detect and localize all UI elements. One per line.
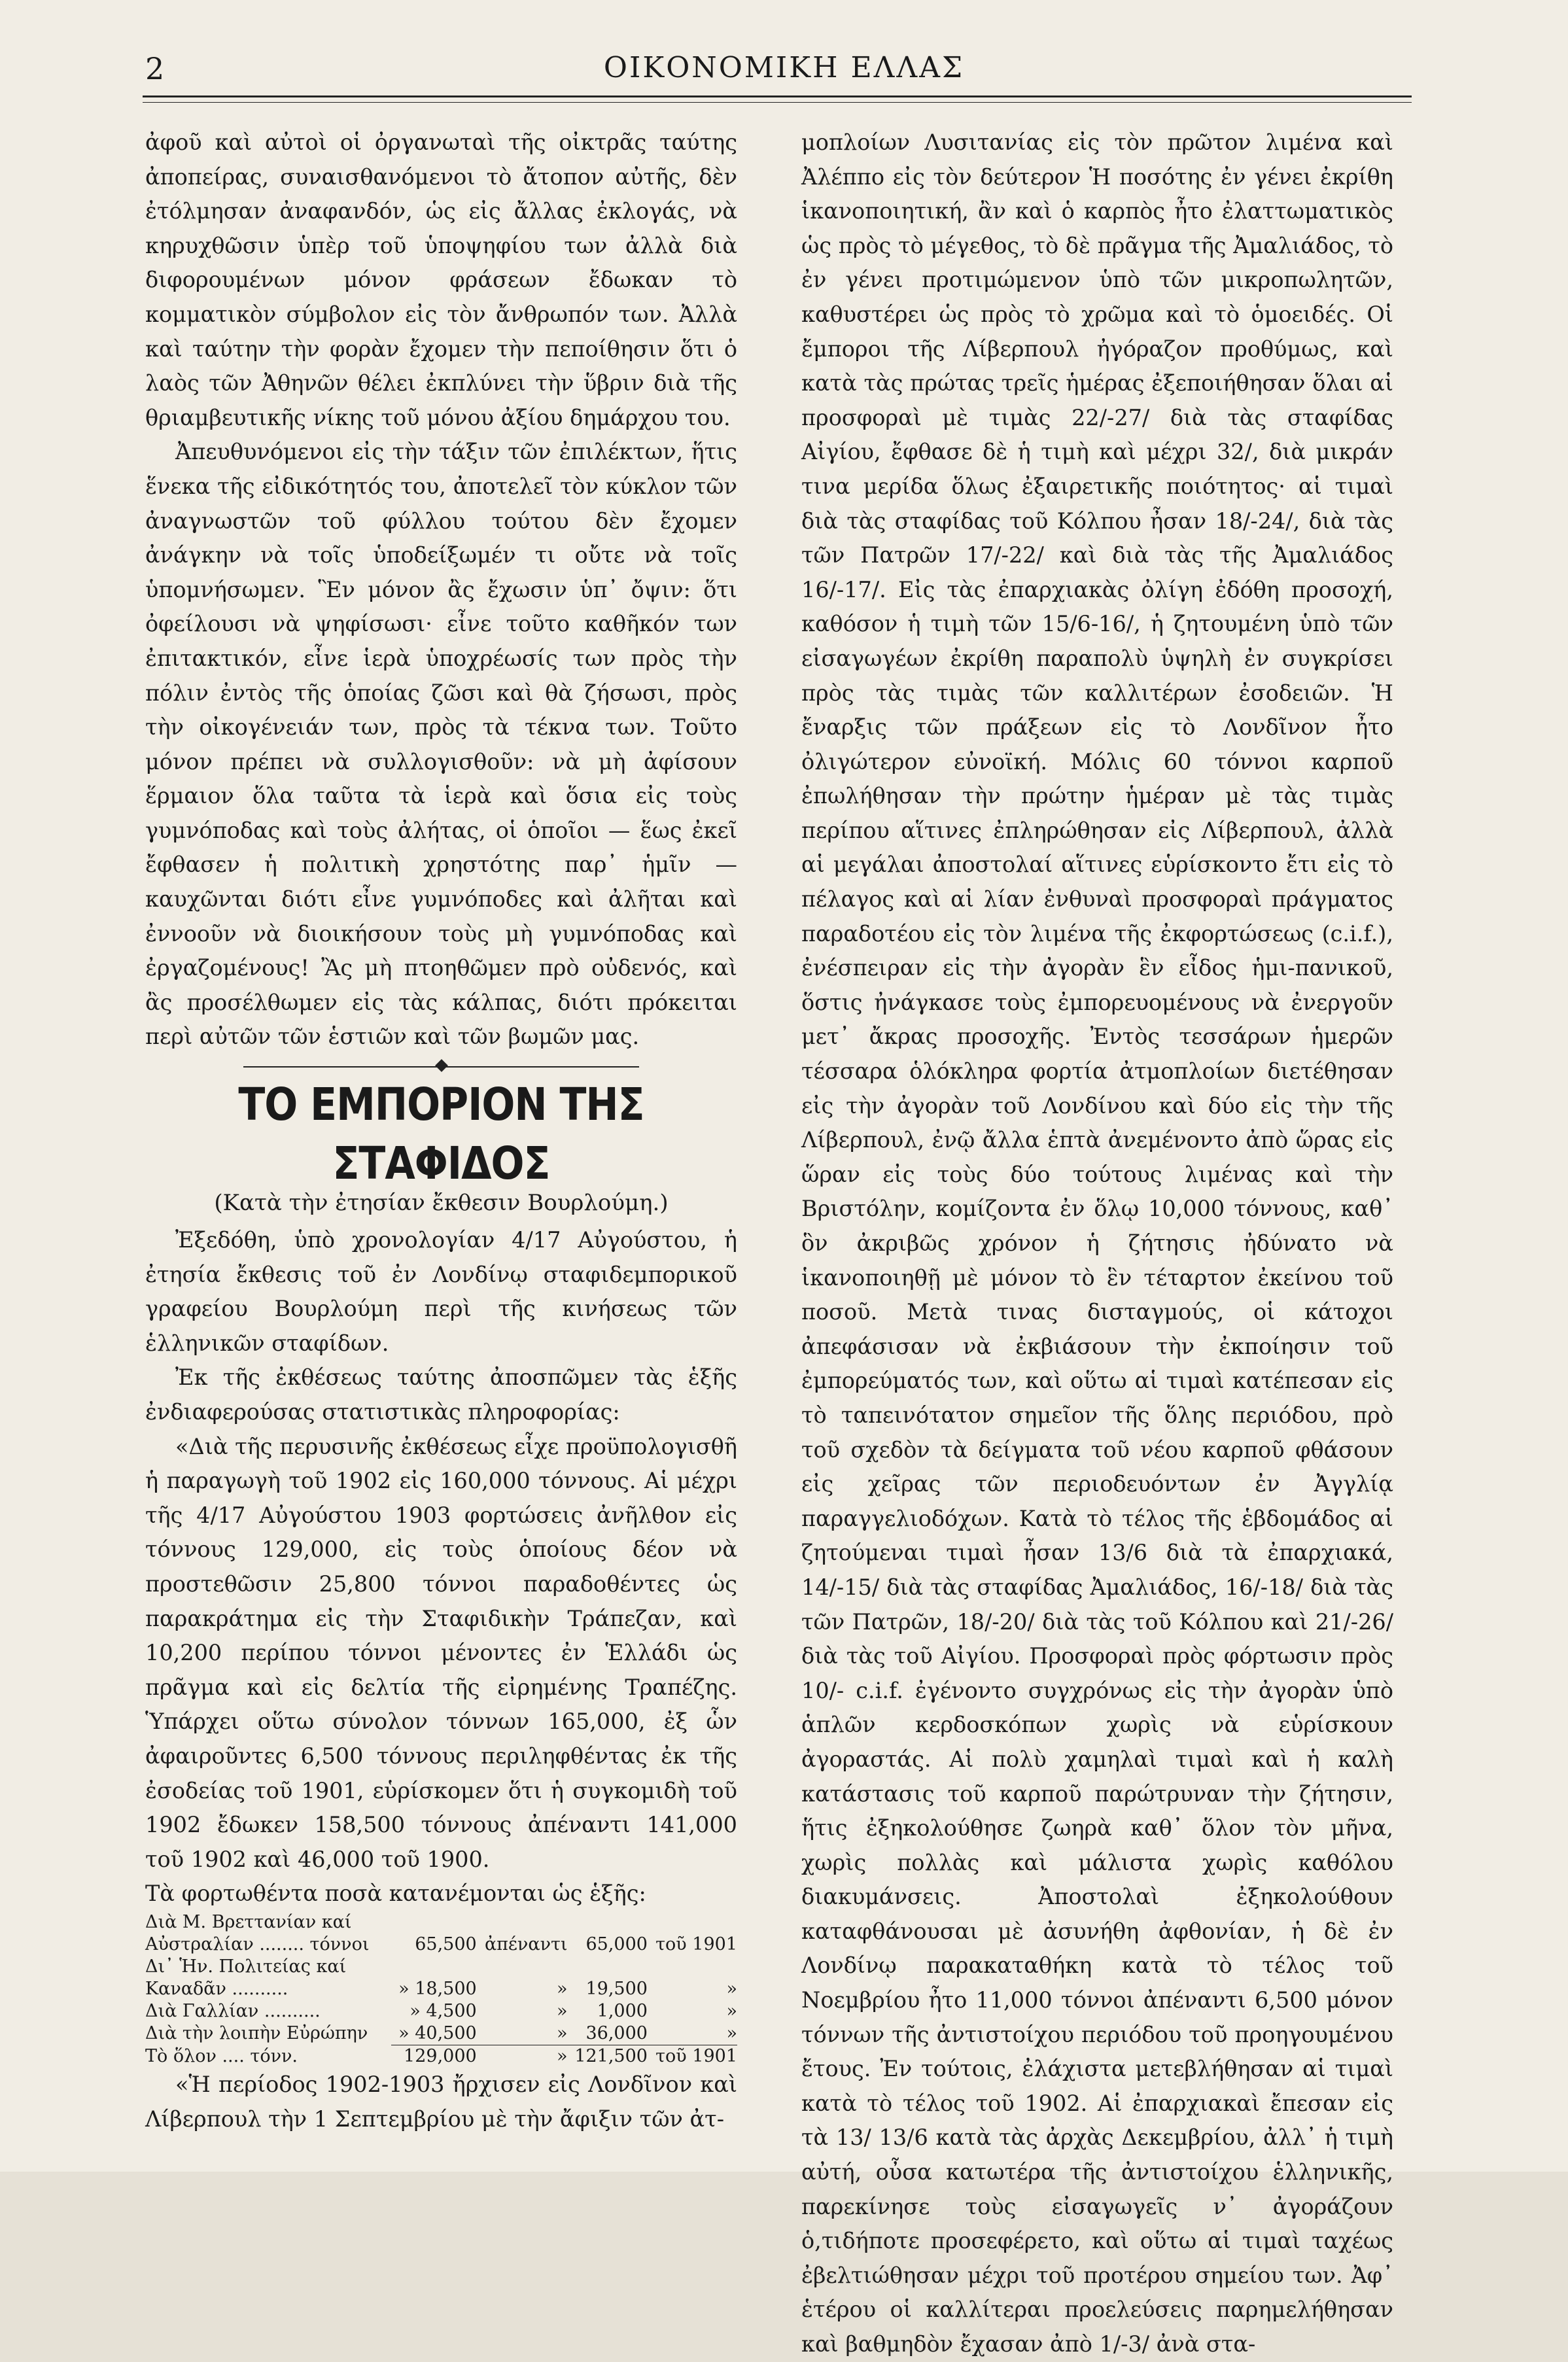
article-paragraph: «Διὰ τῆς περυσινῆς ἐκθέσεως εἶχε προϋπολογισθῆ ἡ παραγωγὴ τοῦ 1902 εἰς 160,000 τόννους. Αἱ μέχρι τῆς 4/17 Αὐγούστου 1903 φορτώσεις ἀνῆλθον εἰς τόννους 129,000, εἰς τοὺς ὁποίους δέον νὰ προστεθῶσιν 25,800 τόννοι παραδοθέντες ὡς παρακράτημα εἰς τὴν Σταφιδικὴν Τράπεζαν, καὶ 10,200 περίπου τόννοι μένοντες ἐν Ἑλλάδι ὡς πρᾶγμα καὶ εἰς δελτία τῆς εἰρημένης Τραπέζης. Ὑπάρχει οὕτω σύνολον τόννων 165,000, ἐξ ὧν ἀφαιροῦντες 6,500 τόννους περιληφθέντας ἐκ τῆς ἐσοδείας τοῦ 1901, εὑρίσκομεν ὅτι ἡ συγκομιδὴ τοῦ 1902 ἔδωκεν 158,500 τόννους ἀπέναντι 141,000 τοῦ 1902 καὶ 46,000 τοῦ 1900. [145,1433,737,1872]
table-cell: » [726,2023,737,2043]
article-paragraph: Ἐκ τῆς ἐκθέσεως ταύτης ἀποσπῶμεν τὰς ἑξῆς ἐνδιαφερούσας στατιστικὰς πληροφορίας: [145,1364,737,1425]
table-row [145,1956,737,1978]
table-cell-label: Διὰ Μ. Βρεττανίαν καί [145,1911,352,1932]
article-paragraph: Τὰ φορτωθέντα ποσὰ κατανέμονται ὡς ἑξῆς: [145,1881,646,1907]
table-cell: » 4,500 [409,2000,477,2021]
table-cell: » 40,500 [398,2023,477,2043]
table-cell: » 18,500 [398,1978,477,1999]
table-cell: » [556,2023,568,2043]
article-paragraph: «Ἡ περίοδος 1902-1903 ἤρχισεν εἰς Λονδῖνον καὶ Λίβερπουλ τὴν 1 Σεπτεμβρίου μὲ τὴν ἄφιξιν τῶν ἀτ- [145,2071,737,2132]
table-cell [568,1956,648,1978]
table-cell: τοῦ 1901 [655,1934,737,1954]
table-cell: 65,000 [585,1934,648,1954]
table-cell: 19,500 [585,1978,648,1999]
table-cell [477,1911,568,1934]
table-cell: 36,000 [585,2023,648,2043]
table-row [145,1978,737,2000]
table-cell: 1,000 [597,2000,648,2021]
header-rule [143,96,1412,97]
table-cell [568,1911,648,1934]
table-cell [648,1956,737,1978]
table-cell: τοῦ 1901 [648,2045,737,2068]
table-cell: » [726,2000,737,2021]
table-cell: » [726,1978,737,1999]
header-rule-thin [143,102,1412,103]
right-column [801,126,1393,2362]
body-paragraph: Ἀπευθυνόμενοι εἰς τὴν τάξιν τῶν ἐπιλέκτων, ἥτις ἕνεκα τῆς εἰδικότητός του, ἀποτελεῖ τὸν κύκλον τῶν ἀναγνωστῶν τοῦ φύλλου τούτου δὲν ἔχομεν ἀνάγκην νὰ τοῖς ὑποδείξωμέν τι οὔτε νὰ τοῖς ὑπομνήσωμεν. Ἓν μόνον ἂς ἔχωσιν ὑπ᾽ ὄψιν: ὅτι ὀφείλουσι νὰ ψηφίσωσι· εἶνε τοῦτο καθῆκόν των ἐπιτακτικόν, εἶνε ἱερὰ ὑποχρέωσίς των πρὸς τὴν πόλιν ἐντὸς τῆς ὁποίας ζῶσι καὶ θὰ ζήσωσι, πρὸς τὴν οἰκογένειάν των, πρὸς τὰ τέκνα των. Τοῦτο μόνον πρέπει νὰ συλλογισθοῦν: νὰ μὴ ἀφίσουν ἕρμαιον ὅλα ταῦτα τὰ ἱερὰ καὶ ὅσια εἰς τοὺς γυμνόποδας καὶ τοὺς ἀλήτας, οἱ ὁποῖοι — ἕως ἐκεῖ ἔφθασεν ἡ πολιτικὴ χρηστότης παρ᾽ ἡμῖν — καυχῶνται διότι εἶνε γυμνόποδες καὶ ἀλῆται καὶ ἐννοοῦν νὰ διοικήσουν τοὺς μὴ γυμνόποδας καὶ ἐργαζομένους! Ἂς μὴ πτοηθῶμεν πρὸ οὐδενός, καὶ ἂς προσέλθωμεν εἰς τὰς κάλπας, διότι πρόκειται περὶ αὐτῶν τῶν ἑστιῶν καὶ τῶν βωμῶν μας. [145,439,737,1050]
section-separator [145,1057,737,1077]
table-cell: » [556,2000,568,2021]
article-paragraph: μοπλοίων Λυσιτανίας εἰς τὸν πρῶτον λιμένα καὶ Ἀλέππο εἰς τὸν δεύτερον Ἡ ποσότης ἐν γένει ἐκρίθη ἱκανοποιητική, ἂν καὶ ὁ καρπὸς ἦτο ἐλαττωματικὸς ὡς πρὸς τὸ μέγεθος, τὸ δὲ πρᾶγμα τῆς Ἀμαλιάδος, τὸ ἐν γένει προτιμώμενον ὑπὸ τῶν μικροπωλητῶν, καθυστέρει ὡς πρὸς τὸ χρῶμα καὶ τὸ ὁμοειδές. Οἱ ἔμποροι τῆς Λίβερπουλ ἠγόραζον προθύμως, καὶ κατὰ τὰς πρώτας τρεῖς ἡμέρας ἐξεποιήθησαν ὅλαι αἱ προσφοραὶ μὲ τιμὰς 22/-27/ διὰ τὰς σταφίδας Αἰγίου, ἔφθασε δὲ ἡ τιμὴ καὶ μέχρι 32/, διὰ μικράν τινα μερίδα ὅλως ἐξαιρετικῆς ποιότητος· αἱ τιμαὶ διὰ τὰς σταφίδας τοῦ Κόλπου ἦσαν 18/-24/, διὰ τὰς τῶν Πατρῶν 17/-22/ καὶ διὰ τὰς τῆς Ἀμαλιάδος 16/-17/. Εἰς τὰς ἐπαρχιακὰς ὀλίγη ἐδόθη προσοχή, καθόσον ἡ τιμὴ τῶν 15/6-16/, ἡ ζητουμένη ὑπὸ τῶν εἰσαγωγέων ἐκρίθη παραπολὺ ὑψηλὴ ἐν συγκρίσει πρὸς τὰς τιμὰς τῶν καλλιτέρων ἐσοδειῶν. Ἡ ἔναρξις τῶν πράξεων εἰς τὸ Λονδῖνον ἦτο ὀλιγώτερον εὐνοϊκή. Μόλις 60 τόννοι καρποῦ ἐπωλήθησαν τὴν πρώτην ἡμέραν μὲ τὰς τιμὰς περίπου αἵτινες ἐπληρώθησαν εἰς Λίβερπουλ, ἀλλὰ αἱ μεγάλαι ἀποστολαί αἵτινες εὑρίσκοντο ἔτι εἰς τὸ πέλαγος καὶ αἱ λίαν ἐνθυναὶ προσφοραὶ πράγματος παραδοτέου εἰς τὸν λιμένα τῆς ἐκφορτώσεως (c.i.f.), ἐνέσπειραν εἰς τὴν ἀγορὰν ἓν εἶδος ἡμι-πανικοῦ, ὅστις ἠνάγκασε τοὺς ἐμπορευομένους νὰ ἐνεργοῦν μετ᾽ ἄκρας προσοχῆς. Ἐντὸς τεσσάρων ἡμερῶν τέσσαρα ὁλόκληρα φορτία ἀτμοπλοίων διετέθησαν εἰς τὴν ἀγορὰν τοῦ Λονδίνου καὶ δύο εἰς τὴν τῆς Λίβερπουλ, ἐνῷ ἄλλα ἑπτὰ ἀνεμένοντο ἀπὸ ὥρας εἰς ὥραν εἰς τοὺς δύο τούτους λιμένας καὶ τὴν Βριστόλην, κομίζοντα ἐν ὅλῳ 10,000 τόννους, καθ᾽ ὃν ἀκριβῶς χρόνον ἡ ζήτησις ἠδύνατο νὰ ἱκανοποιηθῇ μὲ μόνον τὸ ἓν τέταρτον ἐκείνου τοῦ ποσοῦ. Μετὰ τινας δισταγμούς, οἱ κάτοχοι ἀπεφάσισαν νὰ ἐκβιάσουν τὴν ἐκποίησιν τοῦ ἐμπορεύματός των, καὶ οὕτω αἱ τιμαὶ κατέπεσαν εἰς τὸ ταπεινότατον σημεῖον τῆς ὅλης περιόδου, πρὸ τοῦ σχεδὸν τὰ δείγματα τοῦ νέου καρποῦ φθάσουν εἰς χεῖρας τῶν περιοδευόντων ἐν Ἀγγλίᾳ παραγγελιοδόχων. Κατὰ τὸ τέλος τῆς ἑβδομάδος αἱ ζητούμεναι τιμαὶ ἦσαν 13/6 διὰ τὰ ἐπαρχιακά, 14/-15/ διὰ τὰς σταφίδας Ἀμαλιάδος, 16/-18/ διὰ τὰς τῶν Πατρῶν, 18/-20/ διὰ τὰς τοῦ Κόλπου καὶ 21/-26/ διὰ τὰς τοῦ Αἰγίου. Προσφοραὶ πρὸς φόρτωσιν πρὸς 10/- c.i.f. ἐγένοντο συγχρόνως εἰς τὴν ἀγορὰν ὑπὸ ἁπλῶν κερδοσκόπων χωρὶς νὰ εὑρίσκουν ἀγοραστάς. Αἱ πολὺ χαμηλαὶ τιμαὶ καὶ ἡ καλὴ κατάστασις τοῦ καρποῦ παρώτρυναν τὴν ζήτησιν, ἥτις ἐξηκολούθησε ζωηρὰ καθ᾽ ὅλον τὸν μῆνα, χωρὶς πολλὰς καὶ μάλιστα χωρὶς καθόλου διακυμάνσεις. Ἀποστολαὶ ἐξηκολούθουν καταφθάνουσαι μὲ ἀσυνήθη ἀφθονίαν, ἡ δὲ ἐν Λονδίνῳ παρακαταθήκη κατὰ τὸ τέλος τοῦ Νοεμβρίου ἦτο 11,000 τόννοι ἀπέναντι 6,500 μόνον τόννων τῆς ἀντιστοίχου περιόδου τοῦ προηγουμένου ἔτους. Ἐν τούτοις, ἐλάχιστα μετεβλήθησαν αἱ τιμαὶ κατὰ τὸ τέλος τοῦ 1902. Αἱ ἐπαρχιακαὶ ἔπεσαν εἰς τὰ 13/ 13/6 κατὰ τὰς ἀρχὰς Δεκεμβρίου, ἀλλ᾽ ἡ τιμὴ αὐτή, οὖσα κατωτέρα τῆς ἀντιστοίχου ἑλληνικῆς, παρεκίνησε τοὺς εἰσαγωγεῖς ν᾽ ἀγοράζουν ὁ,τιδήποτε προσεφέρετο, καὶ οὕτω αἱ τιμαὶ ταχέως ἐβελτιώθησαν μέχρι τοῦ προτέρου σημείου των. Ἀφ᾽ ἑτέρου οἱ καλλίτεραι προελεύσεις παρημελήθησαν καὶ βαθμηδὸν ἔχασαν ἀπὸ 1/-3/ ἀνὰ στα- [801,130,1393,2357]
table-cell [391,1911,477,1934]
table-cell: 129,000 [391,2045,477,2068]
left-column [145,126,737,2136]
table-row [145,2000,737,2023]
table-row [145,1911,737,1934]
table-cell-label: Τὸ ὅλον .... τόνν. [145,2045,298,2066]
table-cell: » [556,1978,568,1999]
table-cell: 65,500 [415,1934,477,1954]
page-number: 2 [145,51,165,86]
table-cell [477,1956,568,1978]
table-cell-label: Διὰ τὴν λοιπὴν Εὐρώπην [145,2023,368,2044]
table-cell-label: Καναδᾶν .......... [145,1978,288,1999]
article-title: ΤΟ ΕΜΠΟΡΙΟΝ ΤΗΣ ΣΤΑΦΙΔΟΣ [238,1078,644,1190]
article-subtitle: (Κατὰ τὴν ἐτησίαν ἔκθεσιν Βουρλούμη.) [214,1190,669,1217]
separator-ornament-icon [435,1059,448,1072]
table-cell [648,1911,737,1934]
table-cell-label: Αὐστραλίαν ........ τόννοι [145,1934,370,1954]
table-cell [391,1956,477,1978]
table-cell-label: Δι᾽ Ἡν. Πολιτείας καί [145,1956,347,1977]
body-paragraph: ἀφοῦ καὶ αὐτοὶ οἱ ὀργανωταὶ τῆς οἰκτρᾶς ταύτης ἀποπείρας, συναισθανόμενοι τὸ ἄτοπον αὐτῆς, δὲν ἐτόλμησαν ἀναφανδόν, ὡς εἰς ἄλλας ἐκλογάς, νὰ κηρυχθῶσιν ὑπὲρ τοῦ ὑποψηφίου των ἀλλὰ διὰ διφορουμένων μόνον φράσεων ἔδωκαν τὸ κομματικὸν σύμβολον εἰς τὸν ἄνθρωπόν των. Ἀλλὰ καὶ ταύτην τὴν φορὰν ἔχομεν τὴν πεποίθησιν ὅτι ὁ λαὸς τῶν Ἀθηνῶν θέλει ἐκπλύνει τὴν ὕβριν διὰ τῆς θριαμβευτικῆς νίκης τοῦ μόνου ἀξίου δημάρχου του. [145,130,737,430]
article-paragraph: Ἐξεδόθη, ὑπὸ χρονολογίαν 4/17 Αὐγούστου, ἡ ἐτησία ἔκθεσις τοῦ ἐν Λονδίνῳ σταφιδεμπορικοῦ γραφείου Βουρλούμη περὶ τῆς κινήσεως τῶν ἑλληνικῶν σταφίδων. [145,1227,737,1356]
table-row [145,1934,737,1956]
shipments-table [145,1911,737,2068]
running-title: ΟΙΚΟΝΟΜΙΚΗ ΕΛΛΑΣ [603,51,965,84]
table-cell: 121,500 [568,2045,648,2068]
table-row [145,2023,737,2045]
table-cell-label: Διὰ Γαλλίαν .......... [145,2000,321,2021]
table-total-row [145,2045,737,2068]
table-cell: ἀπέναντι [484,1934,568,1954]
table-cell: » [477,2045,568,2068]
